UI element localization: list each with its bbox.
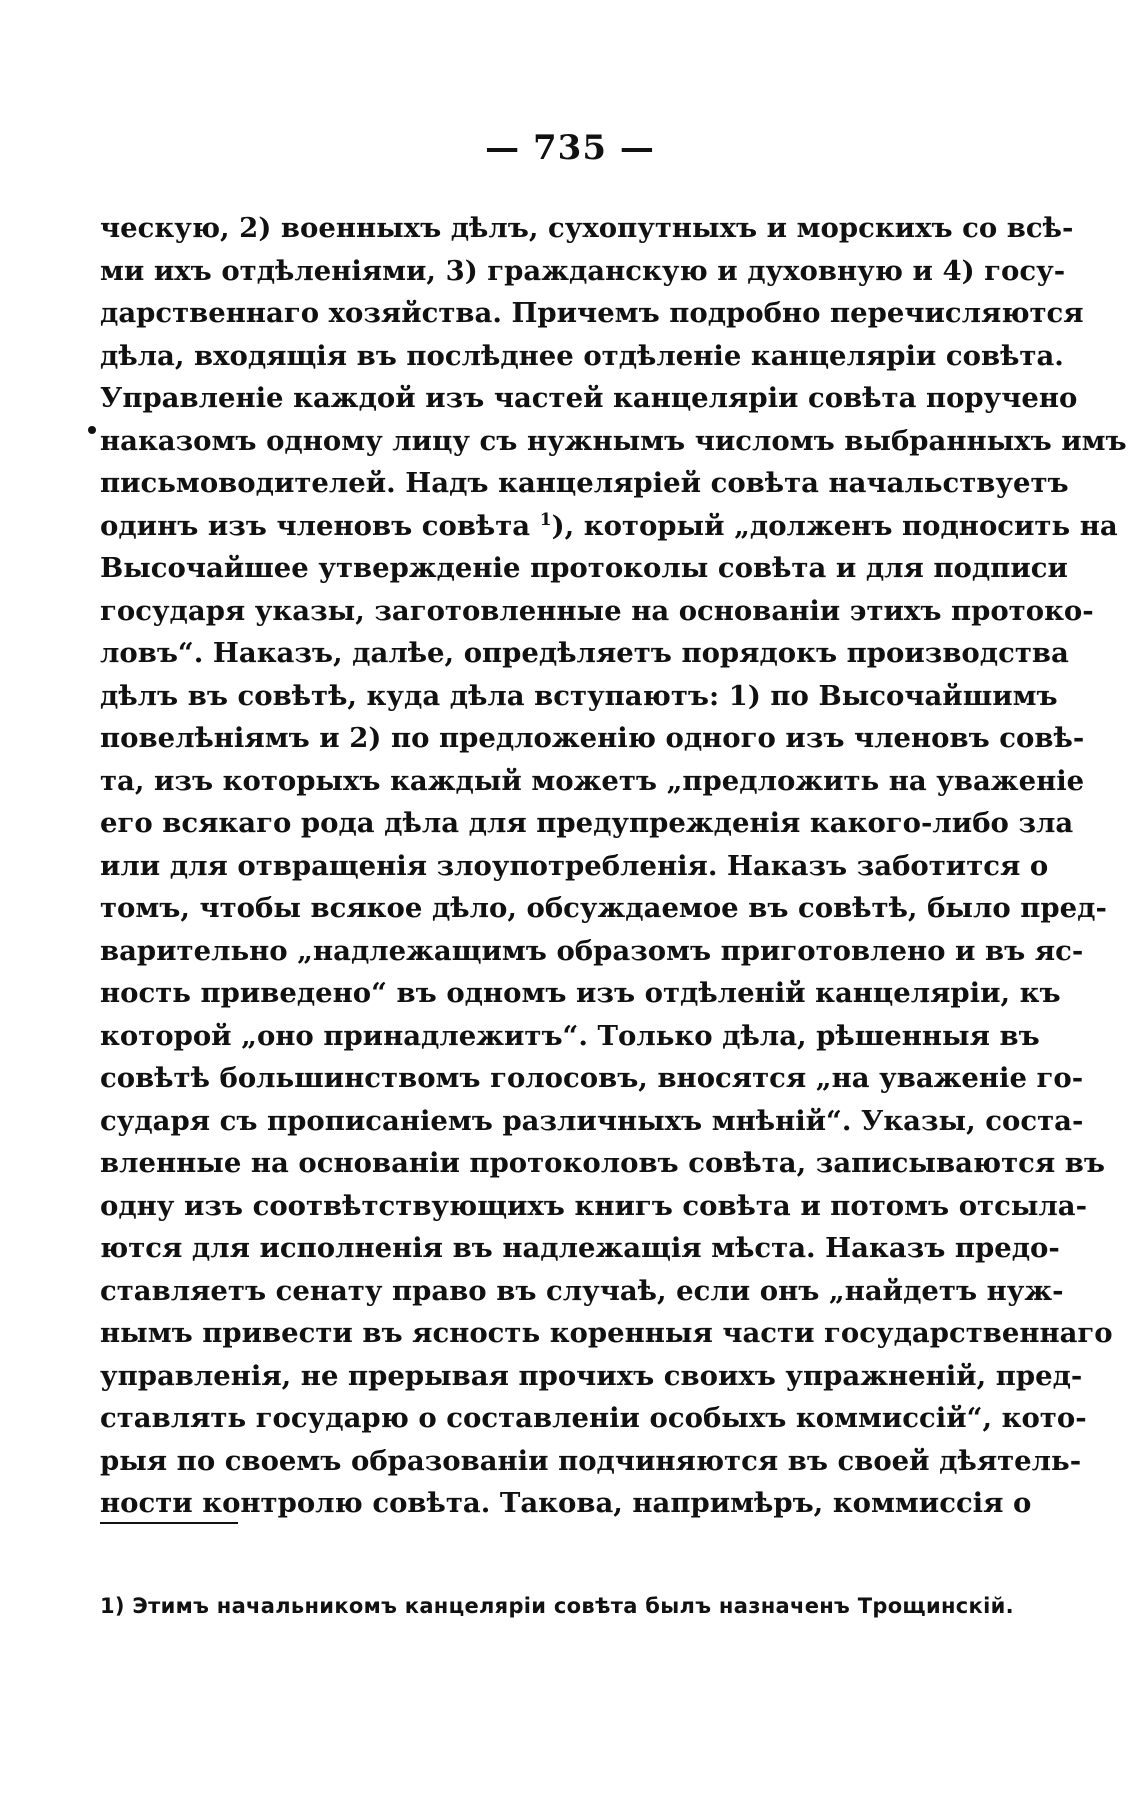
text-line: управленія, не прерывая прочихъ своихъ упражненій, пред-	[100, 1359, 1083, 1392]
footnote: 1) Этимъ начальникомъ канцеляріи совѣта былъ назначенъ Трощинскій.	[100, 1594, 1014, 1618]
text-line: томъ, чтобы всякое дѣло, обсуждаемое въ совѣтѣ, было пред-	[100, 892, 1107, 924]
page-number: — 735 —	[485, 128, 655, 168]
text-line: ются для исполненія въ надлежащія мѣста. Наказъ предо-	[100, 1232, 1060, 1264]
text-line: совѣтѣ большинствомъ голосовъ, вносятся „на уваженіе го-	[100, 1062, 1084, 1094]
text-line: ставлять государю о составленіи особыхъ коммиссій“, кото-	[100, 1402, 1087, 1434]
text-line: ставляетъ сенату право въ случаѣ, если онъ „найдетъ нуж-	[100, 1274, 1064, 1307]
text-line: ловъ“. Наказъ, далѣе, опредѣляетъ порядокъ производства	[100, 637, 1069, 669]
text-line-with-footnote-ref	[100, 505, 1118, 548]
text-line: ческую, 2) военныхъ дѣлъ, сухопутныхъ и морскихъ со всѣ-	[100, 212, 1074, 244]
text-line: дѣлъ въ совѣтѣ, куда дѣла вступаютъ: 1) по Высочайшимъ	[100, 679, 1058, 712]
text-segment: ), который „долженъ подносить на	[551, 509, 1118, 542]
footnote-reference: 1	[539, 509, 552, 530]
text-line: одну изъ соотвѣтствующихъ книгъ совѣта и потомъ отсыла-	[100, 1189, 1088, 1222]
text-line: ми ихъ отдѣленіями, 3) гражданскую и духовную и 4) госу-	[100, 254, 1066, 287]
text-line: рыя по своемъ образованіи подчиняются въ своей дѣятель-	[100, 1444, 1082, 1477]
text-line: письмоводителей. Надъ канцеляріей совѣта начальствуетъ	[100, 467, 1069, 499]
text-line: его всякаго рода дѣла для предупрежденія какого-либо зла	[100, 807, 1074, 839]
text-line: та, изъ которыхъ каждый можетъ „предложить на уваженіе	[100, 764, 1085, 797]
text-line: вленные на основаніи протоколовъ совѣта, записываются въ	[100, 1147, 1105, 1179]
text-line: Управленіе каждой изъ частей канцеляріи совѣта поручено	[100, 382, 1078, 414]
text-line: варительно „надлежащимъ образомъ приготовлено и въ яс-	[100, 934, 1084, 967]
text-line: которой „оно принадлежитъ“. Только дѣла, рѣшенныя въ	[100, 1019, 1040, 1052]
text-line: дѣла, входящія въ послѣднее отдѣленіе канцеляріи совѣта.	[100, 339, 1064, 372]
text-line: сударя съ прописаніемъ различныхъ мнѣній“. Указы, соста-	[100, 1104, 1084, 1137]
text-line: ности контролю совѣта. Такова, напримѣръ, коммиссія о	[100, 1487, 1032, 1519]
text-line: Высочайшее утвержденіе протоколы совѣта и для подписи	[100, 552, 1068, 584]
body-text	[100, 207, 1127, 1525]
text-line: дарственнаго хозяйства. Причемъ подробно перечисляются	[100, 297, 1084, 329]
text-line: наказомъ одному лицу съ нужнымъ числомъ выбранныхъ имъ	[100, 424, 1127, 457]
text-line: или для отвращенія злоупотребленія. Наказъ заботится о	[100, 849, 1049, 882]
text-line: ность приведено“ въ одномъ изъ отдѣленій канцеляріи, къ	[100, 977, 1061, 1009]
text-line: повелѣніямъ и 2) по предложенію одного изъ членовъ совѣ-	[100, 722, 1085, 754]
text-line: нымъ привести въ ясность коренныя части государственнаго	[100, 1317, 1113, 1349]
text-segment: одинъ изъ членовъ совѣта	[100, 509, 531, 542]
margin-mark	[88, 426, 96, 434]
text-line: государя указы, заготовленные на основаніи этихъ протоко-	[100, 594, 1094, 627]
footnote-divider	[100, 1522, 238, 1524]
